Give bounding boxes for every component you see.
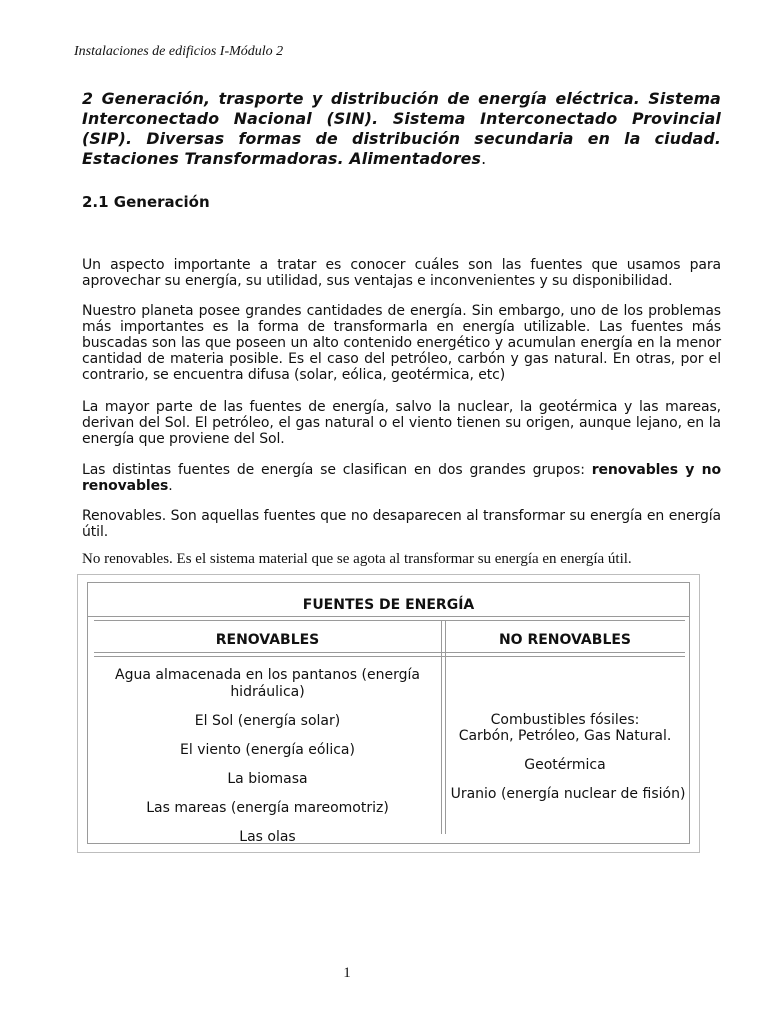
page-number: 1: [343, 965, 351, 981]
renewable-item: Las olas: [239, 829, 296, 845]
classification-text: Las distintas fuentes de energía se clasifican en dos grandes grupos:: [82, 462, 592, 478]
table-divider: [94, 620, 685, 621]
column-divider: [441, 620, 442, 834]
classification-groups: renovables y no renovables: [82, 462, 721, 494]
renewable-item: La biomasa: [227, 771, 308, 787]
paragraph-planet-energy: Nuestro planeta posee grandes cantidades de energía. Sin embargo, uno de los problemas más importantes es la forma de transformarla en energía utilizable. Las fuentes más buscadas son las que poseen un alto contenido energético y acumulan energía en la menor cantidad de materia posible. Es el caso del petróleo, carbón y gas natural. En otras, por el contrario, se encuentra difusa (solar, eólica, geotérmica, etc): [82, 303, 721, 383]
table-title: FUENTES DE ENERGÍA: [302, 597, 475, 613]
table-divider: [94, 652, 685, 653]
paragraph-classification: [82, 462, 721, 494]
table-divider: [94, 656, 685, 657]
paragraph-non-renewables-definition: No renovables. Es el sistema material que se agota al transformar su energía en energía útil.: [82, 551, 632, 567]
table-divider: [88, 616, 689, 617]
document-title-text: 2 Generación, trasporte y distribución de energía eléctrica. Sistema Interconectado Nacional (SIN). Sistema Interconectado Provincial (SIP). Diversas formas de distribución secundaria en la ciudad. Estaciones Transformadoras. Alimentadores: [82, 89, 721, 168]
running-header: Instalaciones de edificios I-Módulo 2: [74, 44, 284, 59]
renewable-item: El Sol (energía solar): [194, 713, 341, 729]
document-title-period: .: [481, 149, 487, 168]
renewable-item: El viento (energía eólica): [180, 742, 355, 758]
section-title: 2.1 Generación: [82, 193, 210, 211]
classification-end: .: [168, 478, 173, 494]
renewable-item: Las mareas (energía mareomotriz): [146, 800, 389, 816]
paragraph-sun-origin: La mayor parte de las fuentes de energía, salvo la nuclear, la geotérmica y las mareas, derivan del Sol. El petróleo, el gas natural o el viento tienen su origen, aunque lejano, en la energía que proviene del Sol.: [82, 399, 721, 447]
renewable-item: Agua almacenada en los pantanos (energía hidráulica): [115, 667, 420, 700]
non-renewable-item: Combustibles fósiles:: [490, 712, 640, 728]
non-renewable-item: Carbón, Petróleo, Gas Natural.: [458, 728, 672, 744]
column-header-no-renovables: NO RENOVABLES: [498, 632, 632, 648]
paragraph-intro: Un aspecto importante a tratar es conocer cuáles son las fuentes que usamos para aprovechar su energía, su utilidad, sus ventajas e inconvenientes y su disponibilidad.: [82, 257, 721, 289]
energy-sources-table-inner: [87, 582, 690, 844]
document-title: [82, 89, 721, 169]
non-renewable-item: Geotérmica: [524, 757, 606, 773]
energy-sources-table: [77, 574, 700, 853]
column-header-renovables: RENOVABLES: [215, 632, 320, 648]
paragraph-renewables-definition: Renovables. Son aquellas fuentes que no desaparecen al transformar su energía en energía útil.: [82, 508, 721, 540]
non-renewable-item: Uranio (energía nuclear de fisión): [450, 786, 686, 802]
